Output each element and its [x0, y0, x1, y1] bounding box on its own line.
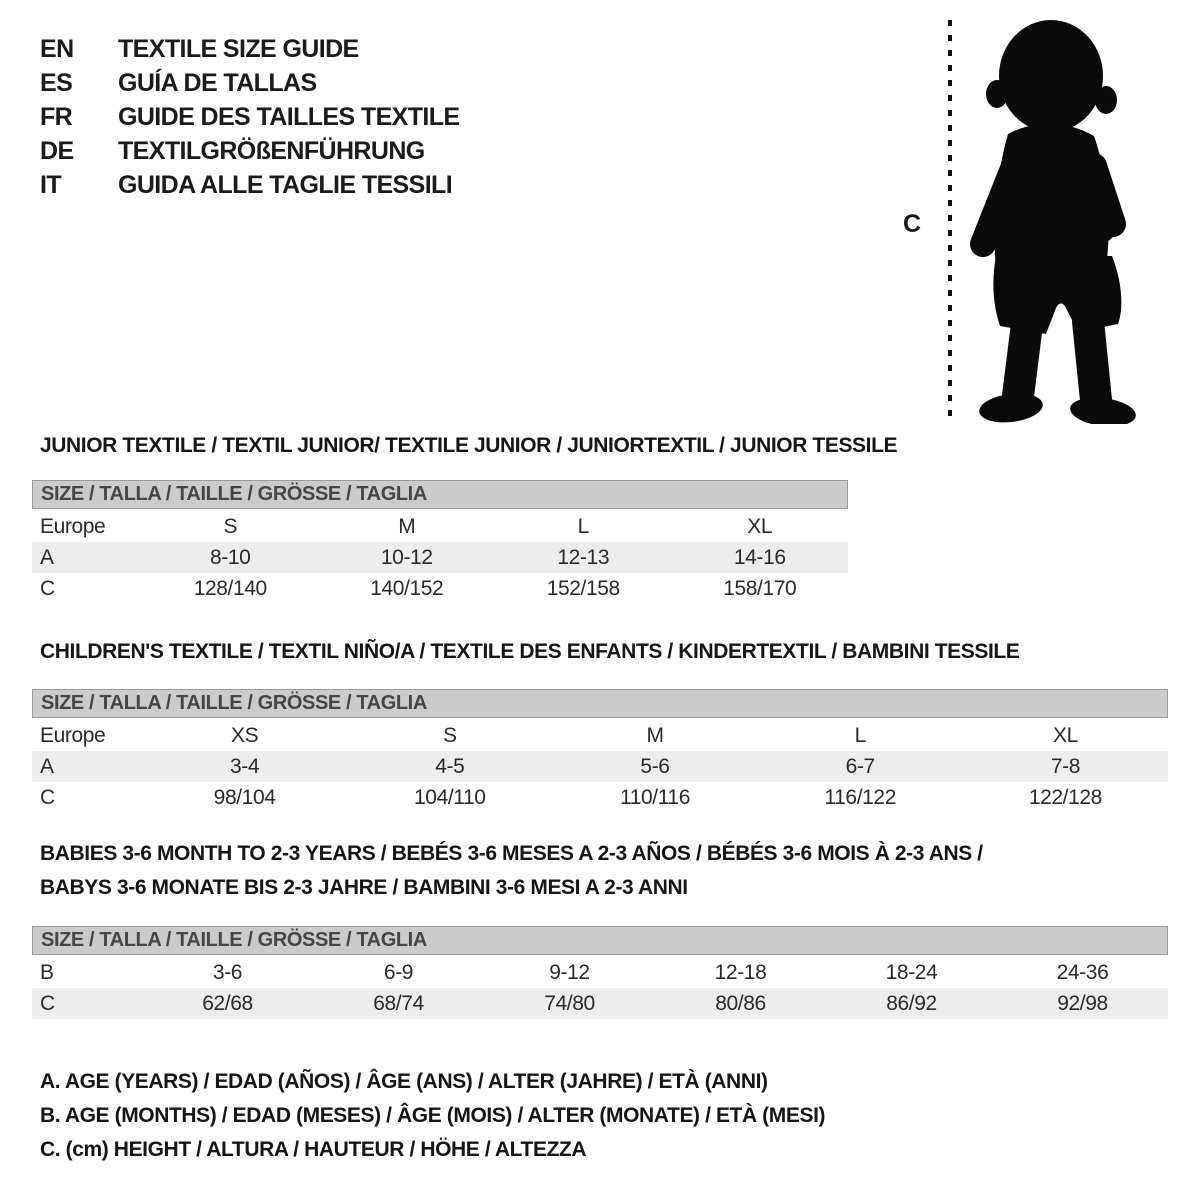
table-cell: 104/110 — [414, 785, 486, 809]
table-cell: 74/80 — [544, 991, 595, 1015]
row-label: C — [40, 991, 55, 1015]
table-cell: 6-7 — [845, 754, 875, 778]
table-cell: 12-18 — [714, 960, 767, 984]
table-cell: XL — [1052, 723, 1078, 747]
row-label: Europe — [40, 723, 106, 747]
junior-row-europe — [32, 511, 848, 542]
language-code: EN — [40, 34, 74, 63]
row-label: A — [40, 754, 54, 778]
table-cell: 68/74 — [373, 991, 424, 1015]
table-cell: 92/98 — [1057, 991, 1108, 1015]
baby-silhouette-icon — [936, 14, 1148, 424]
babies-section-title-line1: BABIES 3-6 MONTH TO 2-3 YEARS / BEBÉS 3-6 MESES A 2-3 AÑOS / BÉBÉS 3-6 MOIS À 2-3 ANS / — [40, 842, 983, 865]
table-cell: 3-6 — [212, 960, 243, 984]
row-label: C — [40, 785, 55, 809]
children-size-header-bar: SIZE / TALLA / TAILLE / GRÖSSE / TAGLIA — [32, 689, 1168, 718]
height-measure-label: C — [903, 210, 922, 238]
children-section-title: CHILDREN'S TEXTILE / TEXTIL NIÑO/A / TEXTILE DES ENFANTS / KINDERTEXTIL / BAMBINI TESSILE — [40, 640, 1020, 663]
table-cell: 3-4 — [230, 754, 260, 778]
babies-row-height — [32, 988, 1168, 1019]
babies-size-header-bar: SIZE / TALLA / TAILLE / GRÖSSE / TAGLIA — [32, 926, 1168, 955]
legend-line-a: A. AGE (YEARS) / EDAD (AÑOS) / ÂGE (ANS) / ALTER (JAHRE) / ETÀ (ANNI) — [40, 1070, 768, 1093]
table-cell: XS — [230, 723, 259, 747]
table-cell: 4-5 — [435, 754, 465, 778]
table-cell: 7-8 — [1050, 754, 1080, 778]
table-cell: 140/152 — [370, 576, 444, 600]
row-label: C — [40, 576, 55, 600]
junior-section-title: JUNIOR TEXTILE / TEXTIL JUNIOR/ TEXTILE JUNIOR / JUNIORTEXTIL / JUNIOR TESSILE — [40, 434, 898, 457]
table-cell: L — [854, 723, 866, 747]
language-code: DE — [40, 136, 74, 165]
junior-size-header-bar: SIZE / TALLA / TAILLE / GRÖSSE / TAGLIA — [32, 480, 848, 509]
table-cell: 12-13 — [557, 545, 610, 569]
table-cell: S — [223, 514, 238, 538]
babies-row-months — [32, 957, 1168, 988]
table-cell: 80/86 — [715, 991, 766, 1015]
junior-row-height — [32, 573, 848, 604]
row-label: B — [40, 960, 54, 984]
language-row-fr — [40, 102, 460, 132]
table-cell: 10-12 — [380, 545, 433, 569]
table-cell: 8-10 — [210, 545, 251, 569]
row-label: Europe — [40, 514, 106, 538]
table-cell: 128/140 — [193, 576, 267, 600]
table-cell: L — [577, 514, 589, 538]
language-label: GUIDE DES TAILLES TEXTILE — [118, 102, 460, 131]
table-cell: 14-16 — [733, 545, 786, 569]
table-cell: 110/116 — [620, 785, 690, 809]
children-row-europe — [32, 720, 1168, 751]
row-label: A — [40, 545, 54, 569]
table-cell: 98/104 — [213, 785, 276, 809]
legend-line-c: C. (cm) HEIGHT / ALTURA / HAUTEUR / HÖHE / ALTEZZA — [40, 1138, 587, 1161]
language-code: IT — [40, 170, 62, 199]
children-row-age — [32, 751, 1168, 782]
table-cell: 24-36 — [1056, 960, 1109, 984]
legend-line-b: B. AGE (MONTHS) / EDAD (MESES) / ÂGE (MOIS) / ALTER (MONATE) / ETÀ (MESI) — [40, 1104, 826, 1127]
table-cell: 158/170 — [723, 576, 797, 600]
language-label: GUÍA DE TALLAS — [118, 68, 317, 97]
table-cell: 18-24 — [885, 960, 938, 984]
language-code: FR — [40, 102, 73, 131]
babies-section-title-line2: BABYS 3-6 MONATE BIS 2-3 JAHRE / BAMBINI 3-6 MESI A 2-3 ANNI — [40, 876, 688, 899]
language-label: TEXTILE SIZE GUIDE — [118, 34, 359, 63]
table-cell: M — [646, 723, 664, 747]
language-row-it — [40, 170, 452, 200]
table-cell: 116/122 — [824, 785, 896, 809]
language-row-en — [40, 34, 359, 64]
language-row-de — [40, 136, 425, 166]
children-row-height — [32, 782, 1168, 813]
table-cell: 9-12 — [549, 960, 590, 984]
language-label: TEXTILGRÖßENFÜHRUNG — [118, 136, 425, 165]
table-cell: 6-9 — [383, 960, 414, 984]
table-cell: 5-6 — [640, 754, 670, 778]
table-cell: 86/92 — [886, 991, 937, 1015]
table-cell: XL — [747, 514, 773, 538]
table-cell: M — [398, 514, 416, 538]
language-code: ES — [40, 68, 73, 97]
table-cell: 152/158 — [546, 576, 620, 600]
baby-silhouette-shape — [978, 20, 1138, 424]
junior-row-age — [32, 542, 848, 573]
table-cell: 62/68 — [202, 991, 253, 1015]
language-label: GUIDA ALLE TAGLIE TESSILI — [118, 170, 453, 199]
table-cell: S — [443, 723, 457, 747]
table-cell: 122/128 — [1028, 785, 1102, 809]
language-row-es — [40, 68, 317, 98]
